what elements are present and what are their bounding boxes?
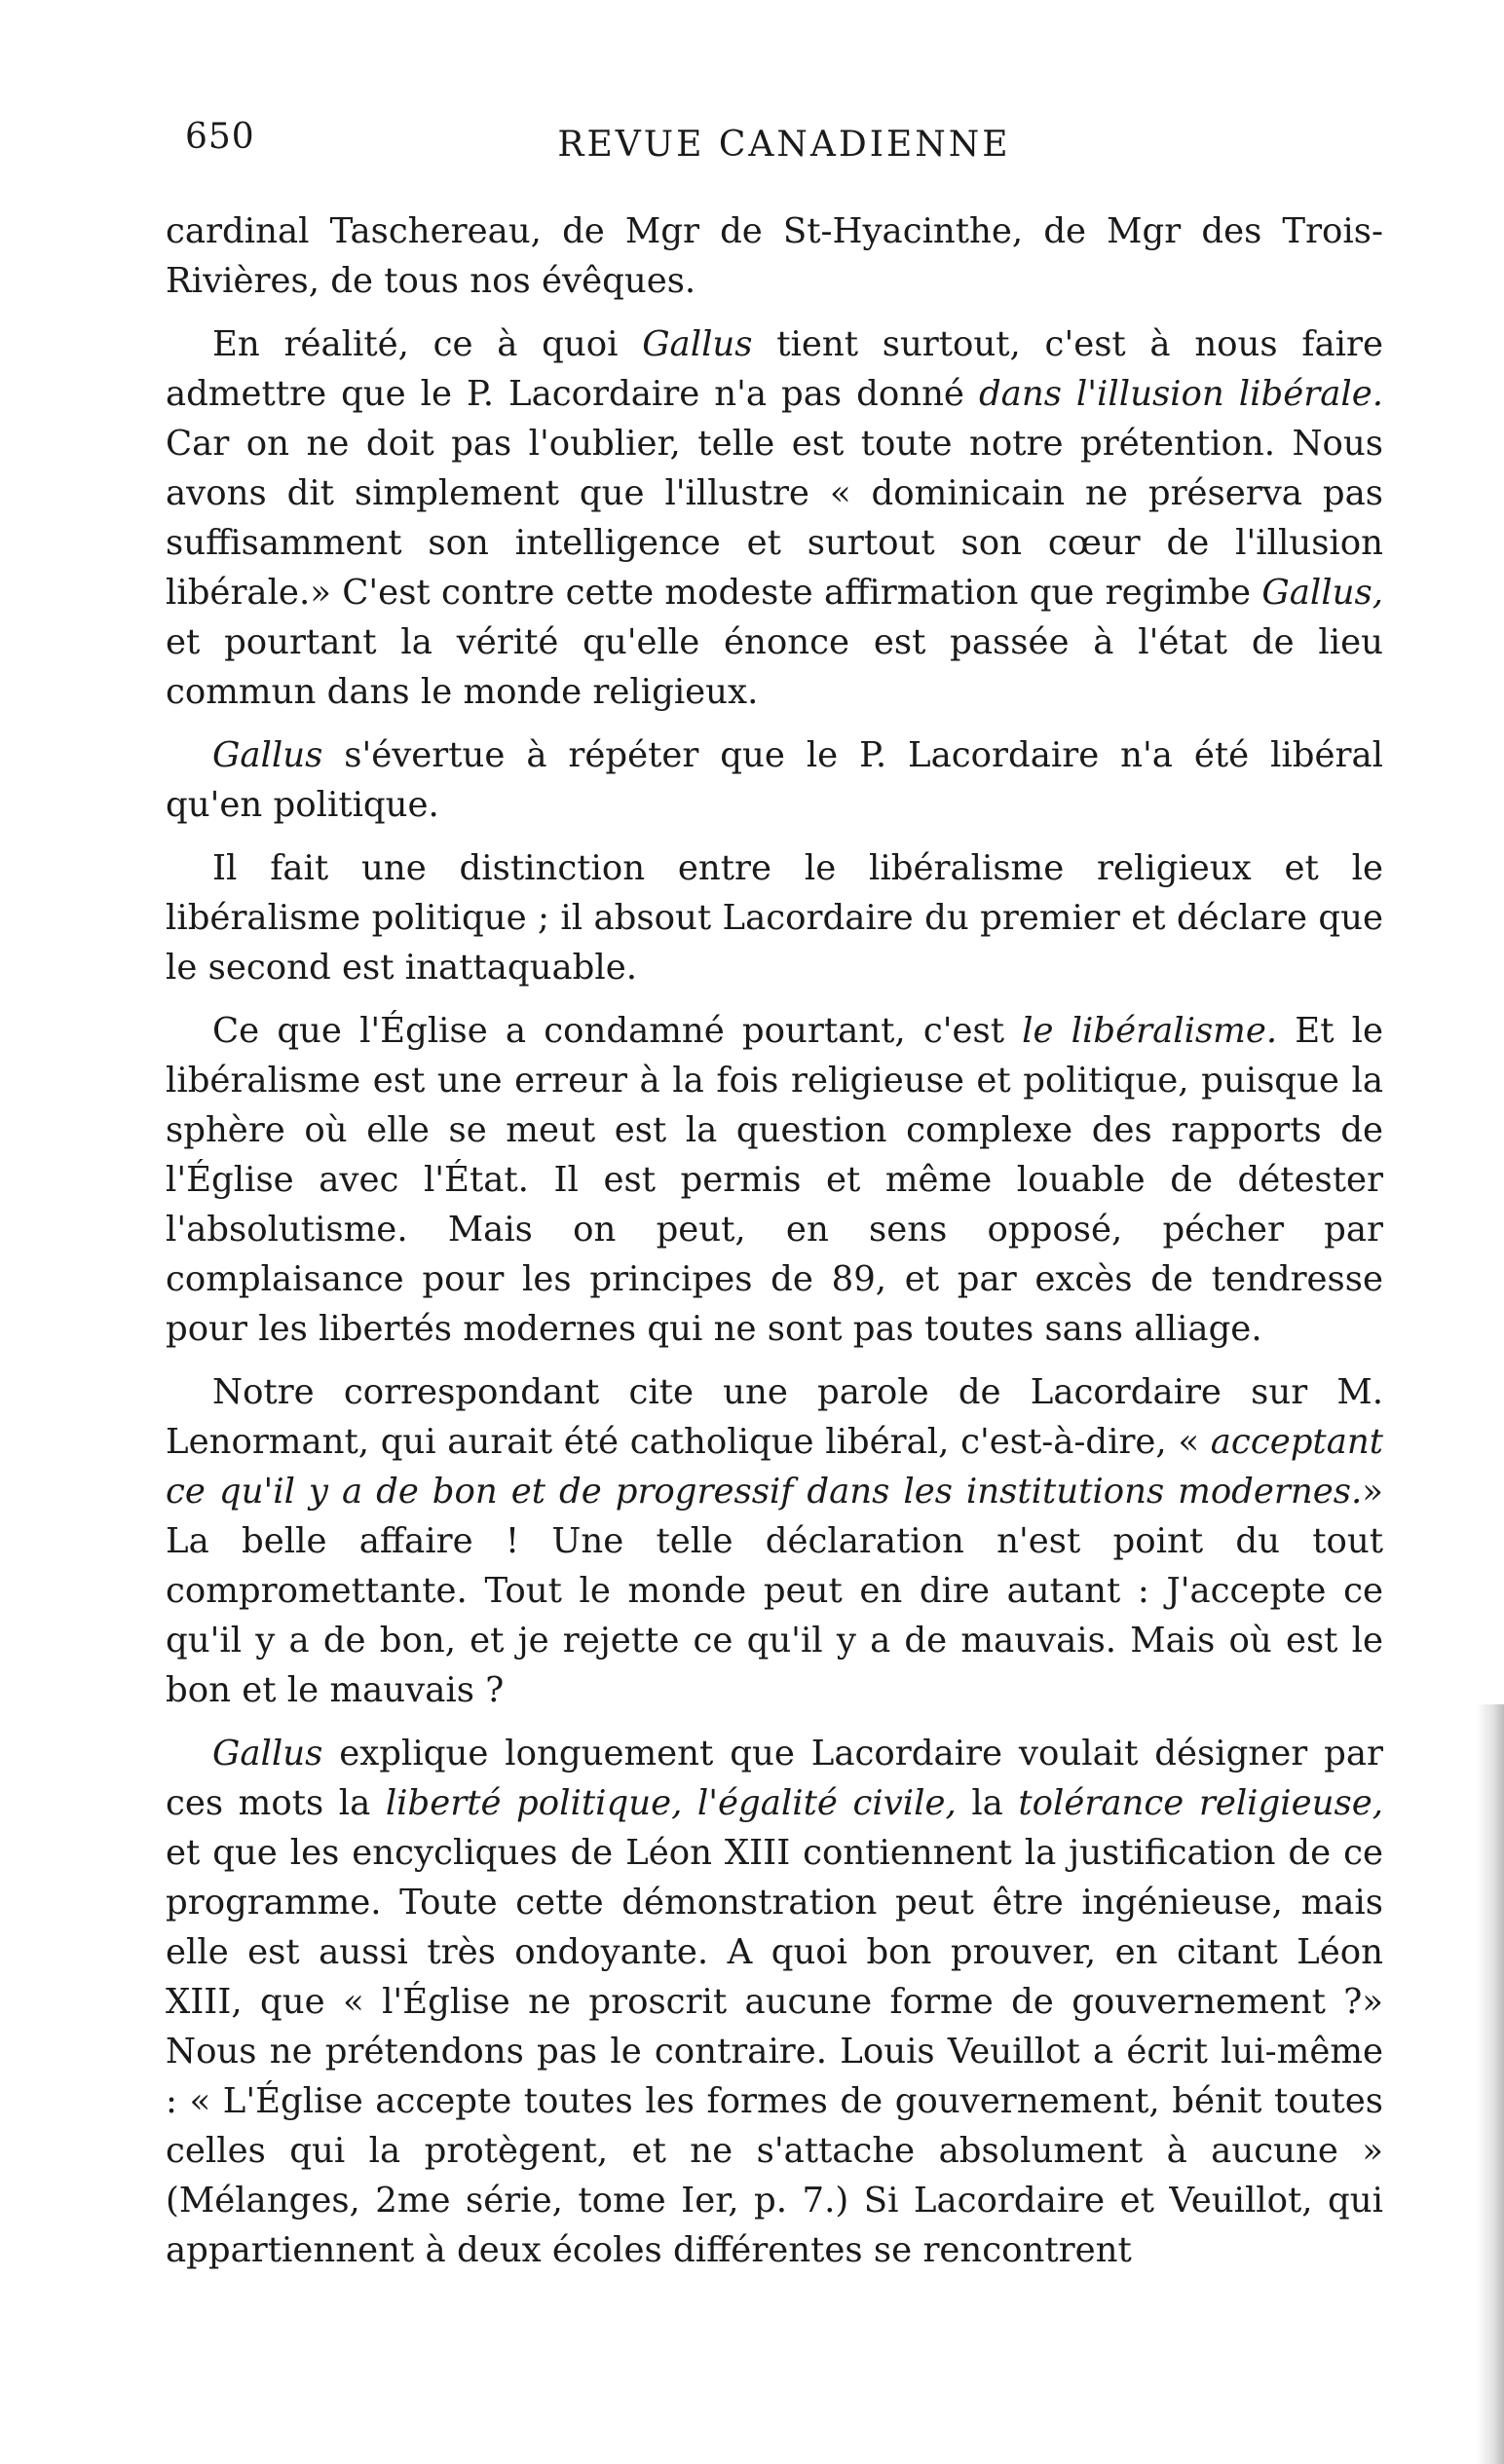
paragraph bbox=[166, 319, 1383, 717]
text-run: et pourtant la vérité qu'elle énonce est passée à l'état de lieu commun dans le monde religieux. bbox=[166, 622, 1383, 712]
page-header bbox=[185, 117, 1383, 185]
italic-text: dans l'illusion libérale. bbox=[978, 374, 1383, 414]
paragraph bbox=[166, 1367, 1383, 1715]
text-run: En réalité, ce à quoi bbox=[212, 324, 643, 364]
text-run: Ce que l'Église a condamné pourtant, c'est bbox=[212, 1011, 1023, 1051]
text-run: explique longuement que Lacordaire voulait désigner par ces mots la bbox=[166, 1734, 1383, 1823]
text-run: cardinal Taschereau, de Mgr de St-Hyacinthe, de Mgr des Trois-Rivières, de tous nos évêques. bbox=[166, 211, 1383, 301]
italic-text: tolérance religieuse, bbox=[1018, 1783, 1384, 1823]
running-title: REVUE CANADIENNE bbox=[557, 125, 1011, 165]
paragraph bbox=[166, 1729, 1383, 2275]
italic-text: le libéralisme. bbox=[1022, 1011, 1278, 1051]
paragraph bbox=[166, 843, 1383, 992]
paragraph bbox=[166, 730, 1383, 830]
text-run: Car on ne doit pas l'oublier, telle est toute notre prétention. Nous avons dit simplement que l'illustre « dominicain ne préserva pas suffisamment son intelligence et surtout son cœur de l'illusion libérale.» C'est contre cette modeste affirmation que regimbe bbox=[166, 424, 1383, 613]
italic-text: Gallus, bbox=[1261, 573, 1383, 613]
text-run: s'évertue à répéter que le P. Lacordaire n'a été libéral qu'en politique. bbox=[166, 735, 1383, 825]
paragraph bbox=[166, 1006, 1383, 1354]
italic-text: acceptant ce qu'il y a de bon et de progressif dans les institutions modernes. bbox=[166, 1422, 1383, 1512]
italic-text: Gallus bbox=[212, 1734, 323, 1773]
text-run: » La belle affaire ! Une telle déclaration n'est point du tout compromettante. Tout le monde peut en dire autant : J'accepte ce qu'il y a de bon, et je rejette ce qu'il y a de mauvais. Mais où est le bon et le mauvais ? bbox=[166, 1472, 1383, 1710]
text-run: Notre correspondant cite une parole de Lacordaire sur M. Lenormant, qui aurait été catholique libéral, c'est-à-dire, « bbox=[166, 1372, 1383, 1462]
text-run: tient surtout, c'est à nous faire admettre que le P. Lacordaire n'a pas donné bbox=[166, 324, 1383, 414]
paragraph bbox=[166, 206, 1383, 306]
italic-text: Gallus bbox=[212, 735, 323, 775]
italic-text: liberté politique, l'égalité civile, bbox=[385, 1783, 957, 1823]
text-run: et que les encycliques de Léon XIII contiennent la justification de ce programme. Toute cette démonstration peut être ingénieuse, mais elle est aussi très ondoyante. A quoi bon prouver, en citant Léon XIII, que « l'Église ne proscrit aucune forme de gouvernement ?» Nous ne prétendons pas le contraire. Louis Veuillot a écrit lui-même : « L'Église accepte toutes les formes de gouvernement, bénit toutes celles qui la protègent, et ne s'attache absolument à aucune » (Mélanges, 2me série, tome Ier, p. 7.) Si Lacordaire et Veuillot, qui appartiennent à deux écoles différentes se rencontrent bbox=[166, 1833, 1383, 2270]
italic-text: Gallus bbox=[642, 324, 753, 364]
article-body bbox=[166, 206, 1383, 2289]
page-number: 650 bbox=[185, 117, 255, 157]
text-run: la bbox=[956, 1783, 1019, 1823]
text-run: Et le libéralisme est une erreur à la fois religieuse et politique, puisque la sphère où elle se meut est la question complexe des rapports de l'Église avec l'État. Il est permis et même louable de détester l'absolutisme. Mais on peut, en sens opposé, pécher par complaisance pour les principes de 89, et par excès de tendresse pour les libertés modernes qui ne sont pas toutes sans alliage. bbox=[166, 1011, 1383, 1349]
scan-edge-shadow bbox=[1477, 1704, 1504, 2464]
text-run: Il fait une distinction entre le libéralisme religieux et le libéralisme politique ; il absout Lacordaire du premier et déclare que le second est inattaquable. bbox=[166, 848, 1383, 988]
